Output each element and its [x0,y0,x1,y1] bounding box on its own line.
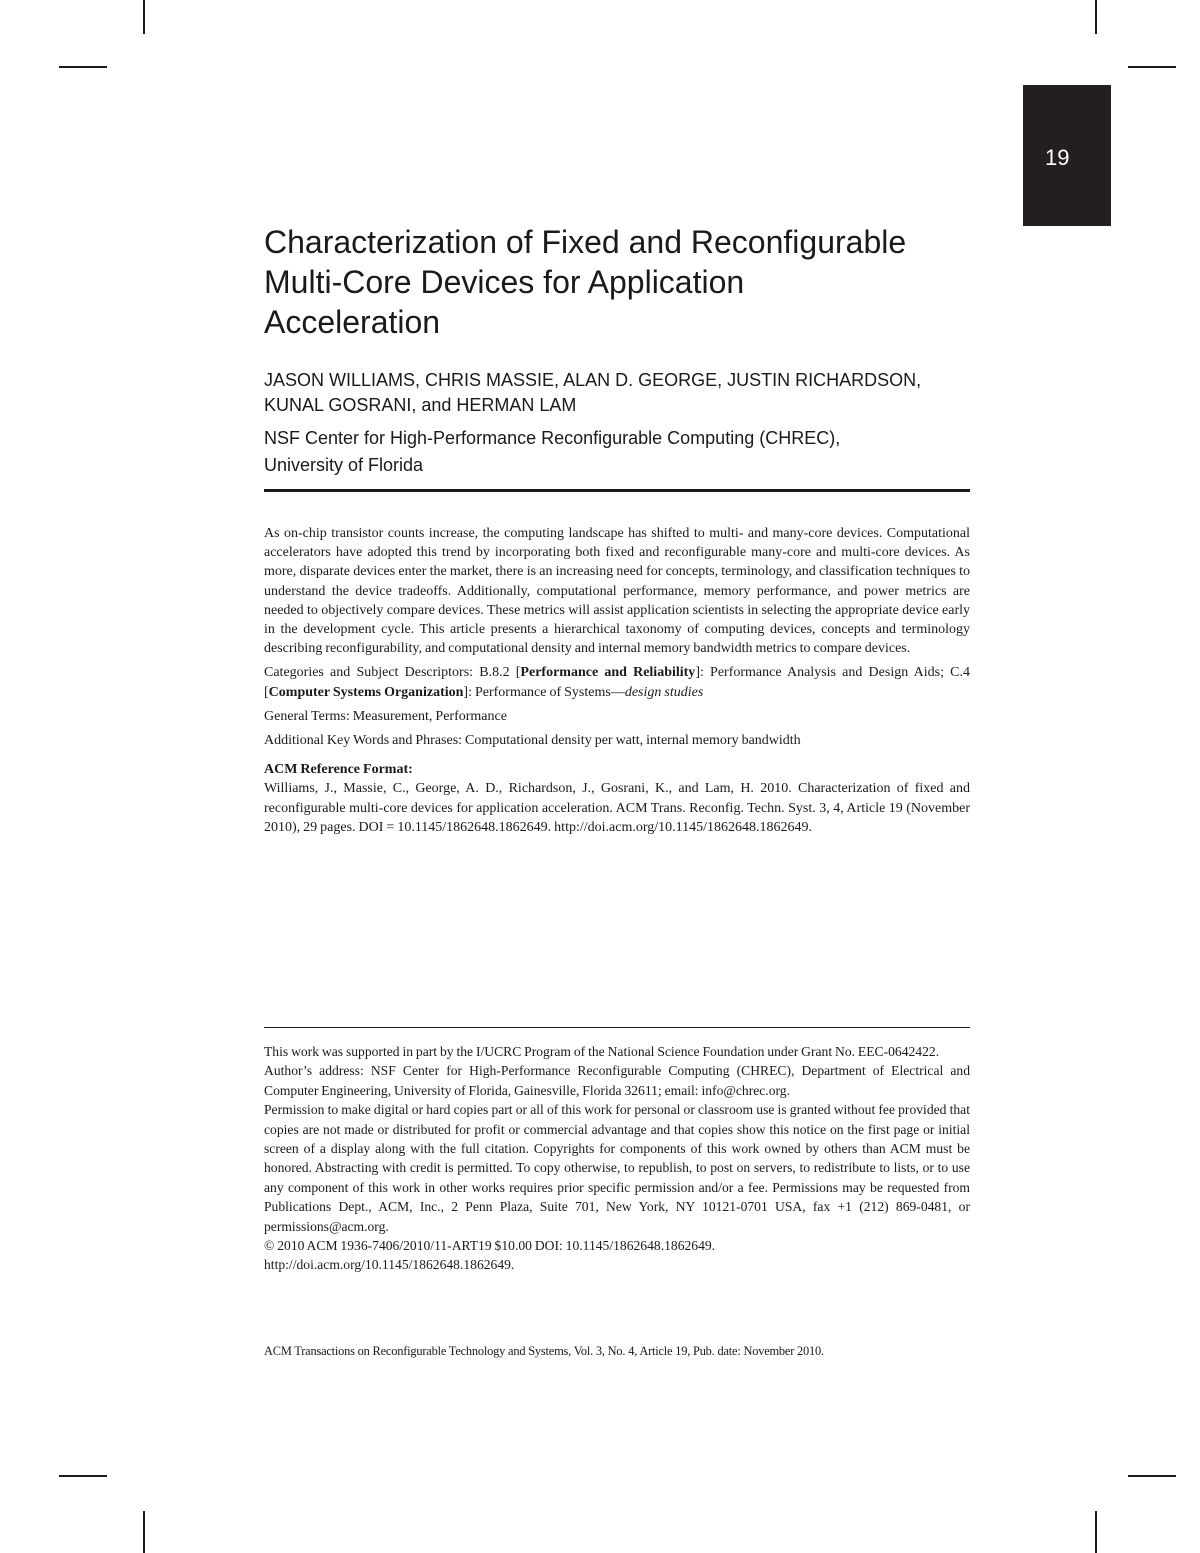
footnote-doi-link: http://doi.acm.org/10.1145/1862648.1862649. [264,1257,515,1273]
footnote-address: Author’s address: NSF Center for High-Performance Reconfigurable Computing (CHREC), Department of Electrical and Computer Engineering, University of Florida, Gainesville, Florida 32611; email: info@chrec.org. [264,1063,970,1098]
front-matter-body [264,524,970,842]
acm-reference-text: Williams, J., Massie, C., George, A. D., Richardson, J., Gosrani, K., and Lam, H. 2010. Characterization of fixed and reconfigurable multi-core devices for application acceleration. ACM Trans. Reconfig. Techn. Syst. 3, 4, Article 19 (November 2010), 29 pages. DOI = 10.1145/1862648.1862649. http://doi.acm.org/10.1145/1862648.1862649. [264,781,970,835]
crop-mark-bottom-left-h [59,1475,107,1477]
acm-reference-heading: ACM Reference Format: [264,762,413,778]
categories-bold-1: Performance and Reliability [520,665,696,681]
crop-mark-top-left [143,0,145,34]
authors-line: JASON WILLIAMS, CHRIS MASSIE, ALAN D. GEORGE, JUSTIN RICHARDSON, [264,370,922,390]
keywords: Additional Key Words and Phrases: Computational density per watt, internal memory bandwidth [264,733,801,749]
footnote-divider [264,1027,970,1028]
footnote-copyright: © 2010 ACM 1936-7406/2010/11-ART19 $10.00 DOI: 10.1145/1862648.1862649. [264,1238,716,1254]
categories-bold-2: Computer Systems Organization [268,684,464,700]
affiliation-line: NSF Center for High-Performance Reconfigurable Computing (CHREC), [264,428,841,448]
paper-title [264,222,970,342]
categories-suffix: ]: Performance of Systems— [463,684,625,700]
crop-mark-top-right [1095,0,1097,34]
crop-mark-top-right-h [1128,66,1176,68]
abstract: As on-chip transistor counts increase, the computing landscape has shifted to multi- and many-core devices. Computational accelerators have adopted this trend by incorporating both fixed and reconfigurable many-core and multi-core devices. As more, disparate devices enter the market, there is an increasing need for concepts, terminology, and classification techniques to understand the device tradeoffs. Additionally, computational performance, memory performance, and power metrics are needed to objectively compare devices. These metrics will assist application scientists in selecting the appropriate device early in the development cycle. This article presents a hierarchical taxonomy of computing devices, concepts and terminology describing reconfigurability, and computational density and internal memory bandwidth metrics to compare devices. [264,526,970,657]
page-number-tab [1023,85,1111,226]
categories [264,663,970,701]
authors-line: KUNAL GOSRANI, and HERMAN LAM [264,395,577,415]
crop-mark-bottom-right [1095,1511,1097,1553]
title-line: Multi-Core Devices for Application [264,264,745,300]
categories-italic: design studies [624,684,704,700]
page-number: 19 [1045,145,1070,170]
categories-mid: ]: Performance Analysis and Design Aids; C.4 [ [264,665,970,700]
crop-mark-bottom-right-h [1128,1475,1176,1477]
title-line: Acceleration [264,304,441,340]
affiliation-line: University of Florida [264,455,424,475]
footnotes [264,1042,970,1275]
author-list [264,368,970,418]
general-terms: General Terms: Measurement, Performance [264,708,507,724]
journal-footer: ACM Transactions on Reconfigurable Technology and Systems, Vol. 3, No. 4, Article 19, Pub. date: November 2010. [264,1344,824,1358]
crop-mark-top-left-h [59,66,107,68]
footnote-permission: Permission to make digital or hard copies part or all of this work for personal or classroom use is granted without fee provided that copies are not made or distributed for profit or commercial advantage and that copies show this notice on the first page or initial screen of a display along with the full citation. Copyrights for components of this work owned by others than ACM must be honored. Abstracting with credit is permitted. To copy otherwise, to republish, to post on servers, to redistribute to lists, or to use any component of this work in other works requires prior specific permission and/or a fee. Permissions may be requested from Publications Dept., ACM, Inc., 2 Penn Plaza, Suite 701, New York, NY 10121-0701 USA, fax +1 (212) 869-0481, or permissions@acm.org. [264,1102,970,1234]
title-divider [264,489,970,492]
crop-mark-bottom-left [143,1511,145,1553]
footnote-funding: This work was supported in part by the I/UCRC Program of the National Science Foundation under Grant No. EEC-0642422. [264,1044,940,1059]
title-line: Characterization of Fixed and Reconfigurable [264,224,907,260]
affiliation [264,425,970,479]
categories-prefix: Categories and Subject Descriptors: B.8.2 [ [264,665,521,681]
